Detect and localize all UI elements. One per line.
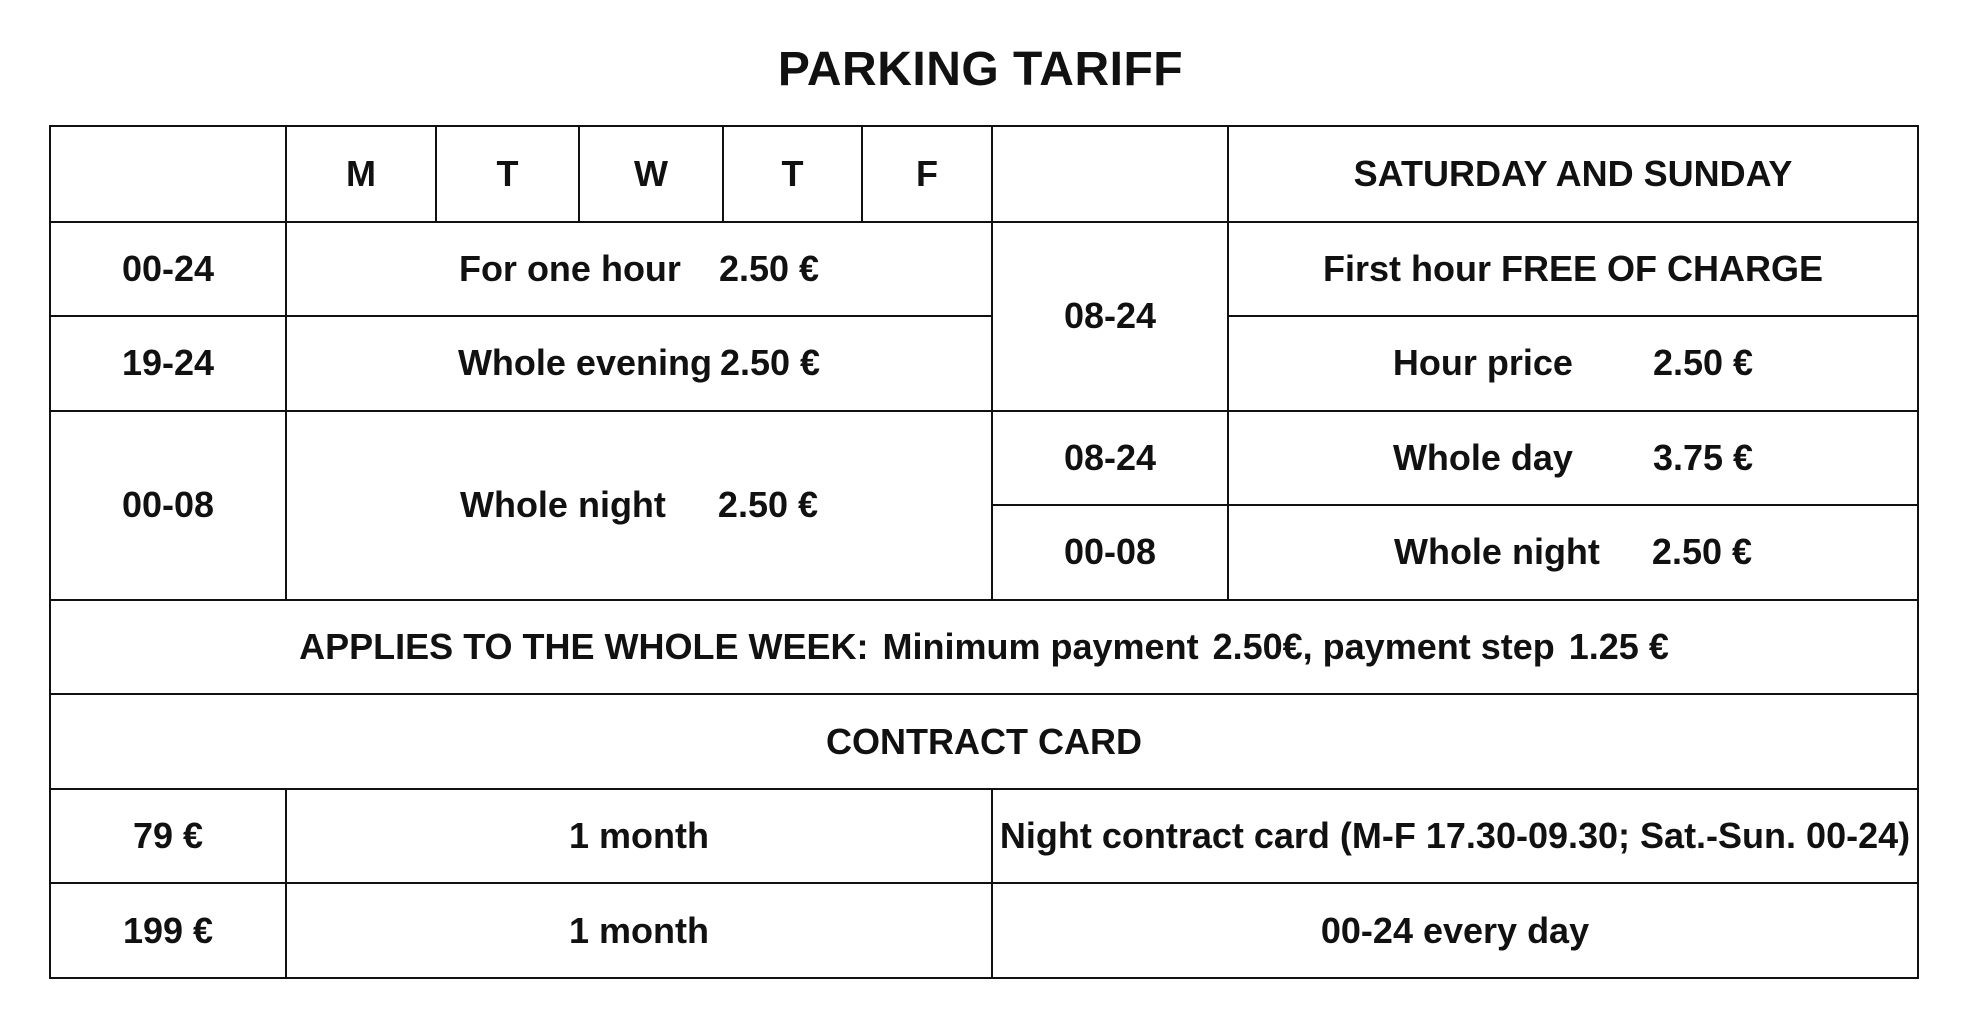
tariff-row	[50, 222, 1918, 317]
week-note-row	[50, 600, 1918, 695]
weekday-time-cell: 00-08	[50, 411, 286, 600]
weekend-time-cell: 00-08	[992, 505, 1228, 600]
rate-price: 3.75 €	[1652, 436, 1754, 478]
tariff-row	[50, 411, 1918, 506]
contract-row	[50, 789, 1918, 884]
day-tuesday: T	[436, 126, 579, 222]
empty-corner-cell	[50, 126, 286, 222]
week-note-prefix: APPLIES TO THE WHOLE WEEK:	[299, 626, 869, 667]
day-friday: F	[862, 126, 992, 222]
contract-description: 00-24 every day	[992, 883, 1918, 978]
weekend-rate-cell	[1228, 411, 1918, 506]
contract-description: Night contract card (M-F 17.30-09.30; Sat.-Sun. 00-24)	[992, 789, 1918, 884]
rate-price: 2.50 €	[1652, 342, 1754, 384]
rate-label: Hour price	[1392, 342, 1573, 384]
contract-period: 1 month	[286, 883, 992, 978]
rate-price: 2.50 €	[1651, 531, 1753, 573]
weekend-time-cell: 08-24	[992, 222, 1228, 411]
weekend-free-cell: First hour FREE OF CHARGE	[1228, 222, 1918, 317]
rate-label: Whole evening	[457, 342, 712, 384]
days-header-row	[50, 126, 1918, 222]
payment-step-label: payment step	[1322, 626, 1555, 667]
day-monday: M	[286, 126, 436, 222]
rate-label: For one hour	[458, 247, 681, 289]
weekend-header: SATURDAY AND SUNDAY	[1228, 126, 1918, 222]
rate-label: Whole night	[459, 484, 666, 526]
weekend-rate-cell	[1228, 316, 1918, 411]
tariff-table	[49, 125, 1919, 979]
rate-price: 2.50 €	[718, 247, 820, 289]
payment-step-value: 1.25 €	[1568, 626, 1669, 667]
day-thursday: T	[723, 126, 862, 222]
weekend-rate-cell	[1228, 505, 1918, 600]
weekend-time-cell: 08-24	[992, 411, 1228, 506]
contract-price: 79 €	[50, 789, 286, 884]
min-payment-value: 2.50€,	[1212, 626, 1313, 667]
contract-header-row	[50, 694, 1918, 789]
weekday-rate-cell	[286, 316, 992, 411]
weekday-time-cell: 00-24	[50, 222, 286, 317]
contract-card-header: CONTRACT CARD	[50, 694, 1918, 789]
contract-period: 1 month	[286, 789, 992, 884]
weekday-rate-cell	[286, 411, 992, 600]
min-payment-label: Minimum payment	[882, 626, 1199, 667]
rate-price: 2.50 €	[719, 342, 821, 384]
page-title: PARKING TARIFF	[777, 43, 1184, 96]
rate-label: Whole day	[1392, 436, 1573, 478]
contract-row	[50, 883, 1918, 978]
rate-label: Whole night	[1393, 531, 1600, 573]
empty-weekend-time-header	[992, 126, 1228, 222]
contract-price: 199 €	[50, 883, 286, 978]
weekday-time-cell: 19-24	[50, 316, 286, 411]
week-note-cell	[50, 600, 1918, 695]
weekday-rate-cell	[286, 222, 992, 317]
day-wednesday: W	[579, 126, 723, 222]
tariff-row	[50, 316, 1918, 411]
rate-price: 2.50 €	[717, 484, 819, 526]
